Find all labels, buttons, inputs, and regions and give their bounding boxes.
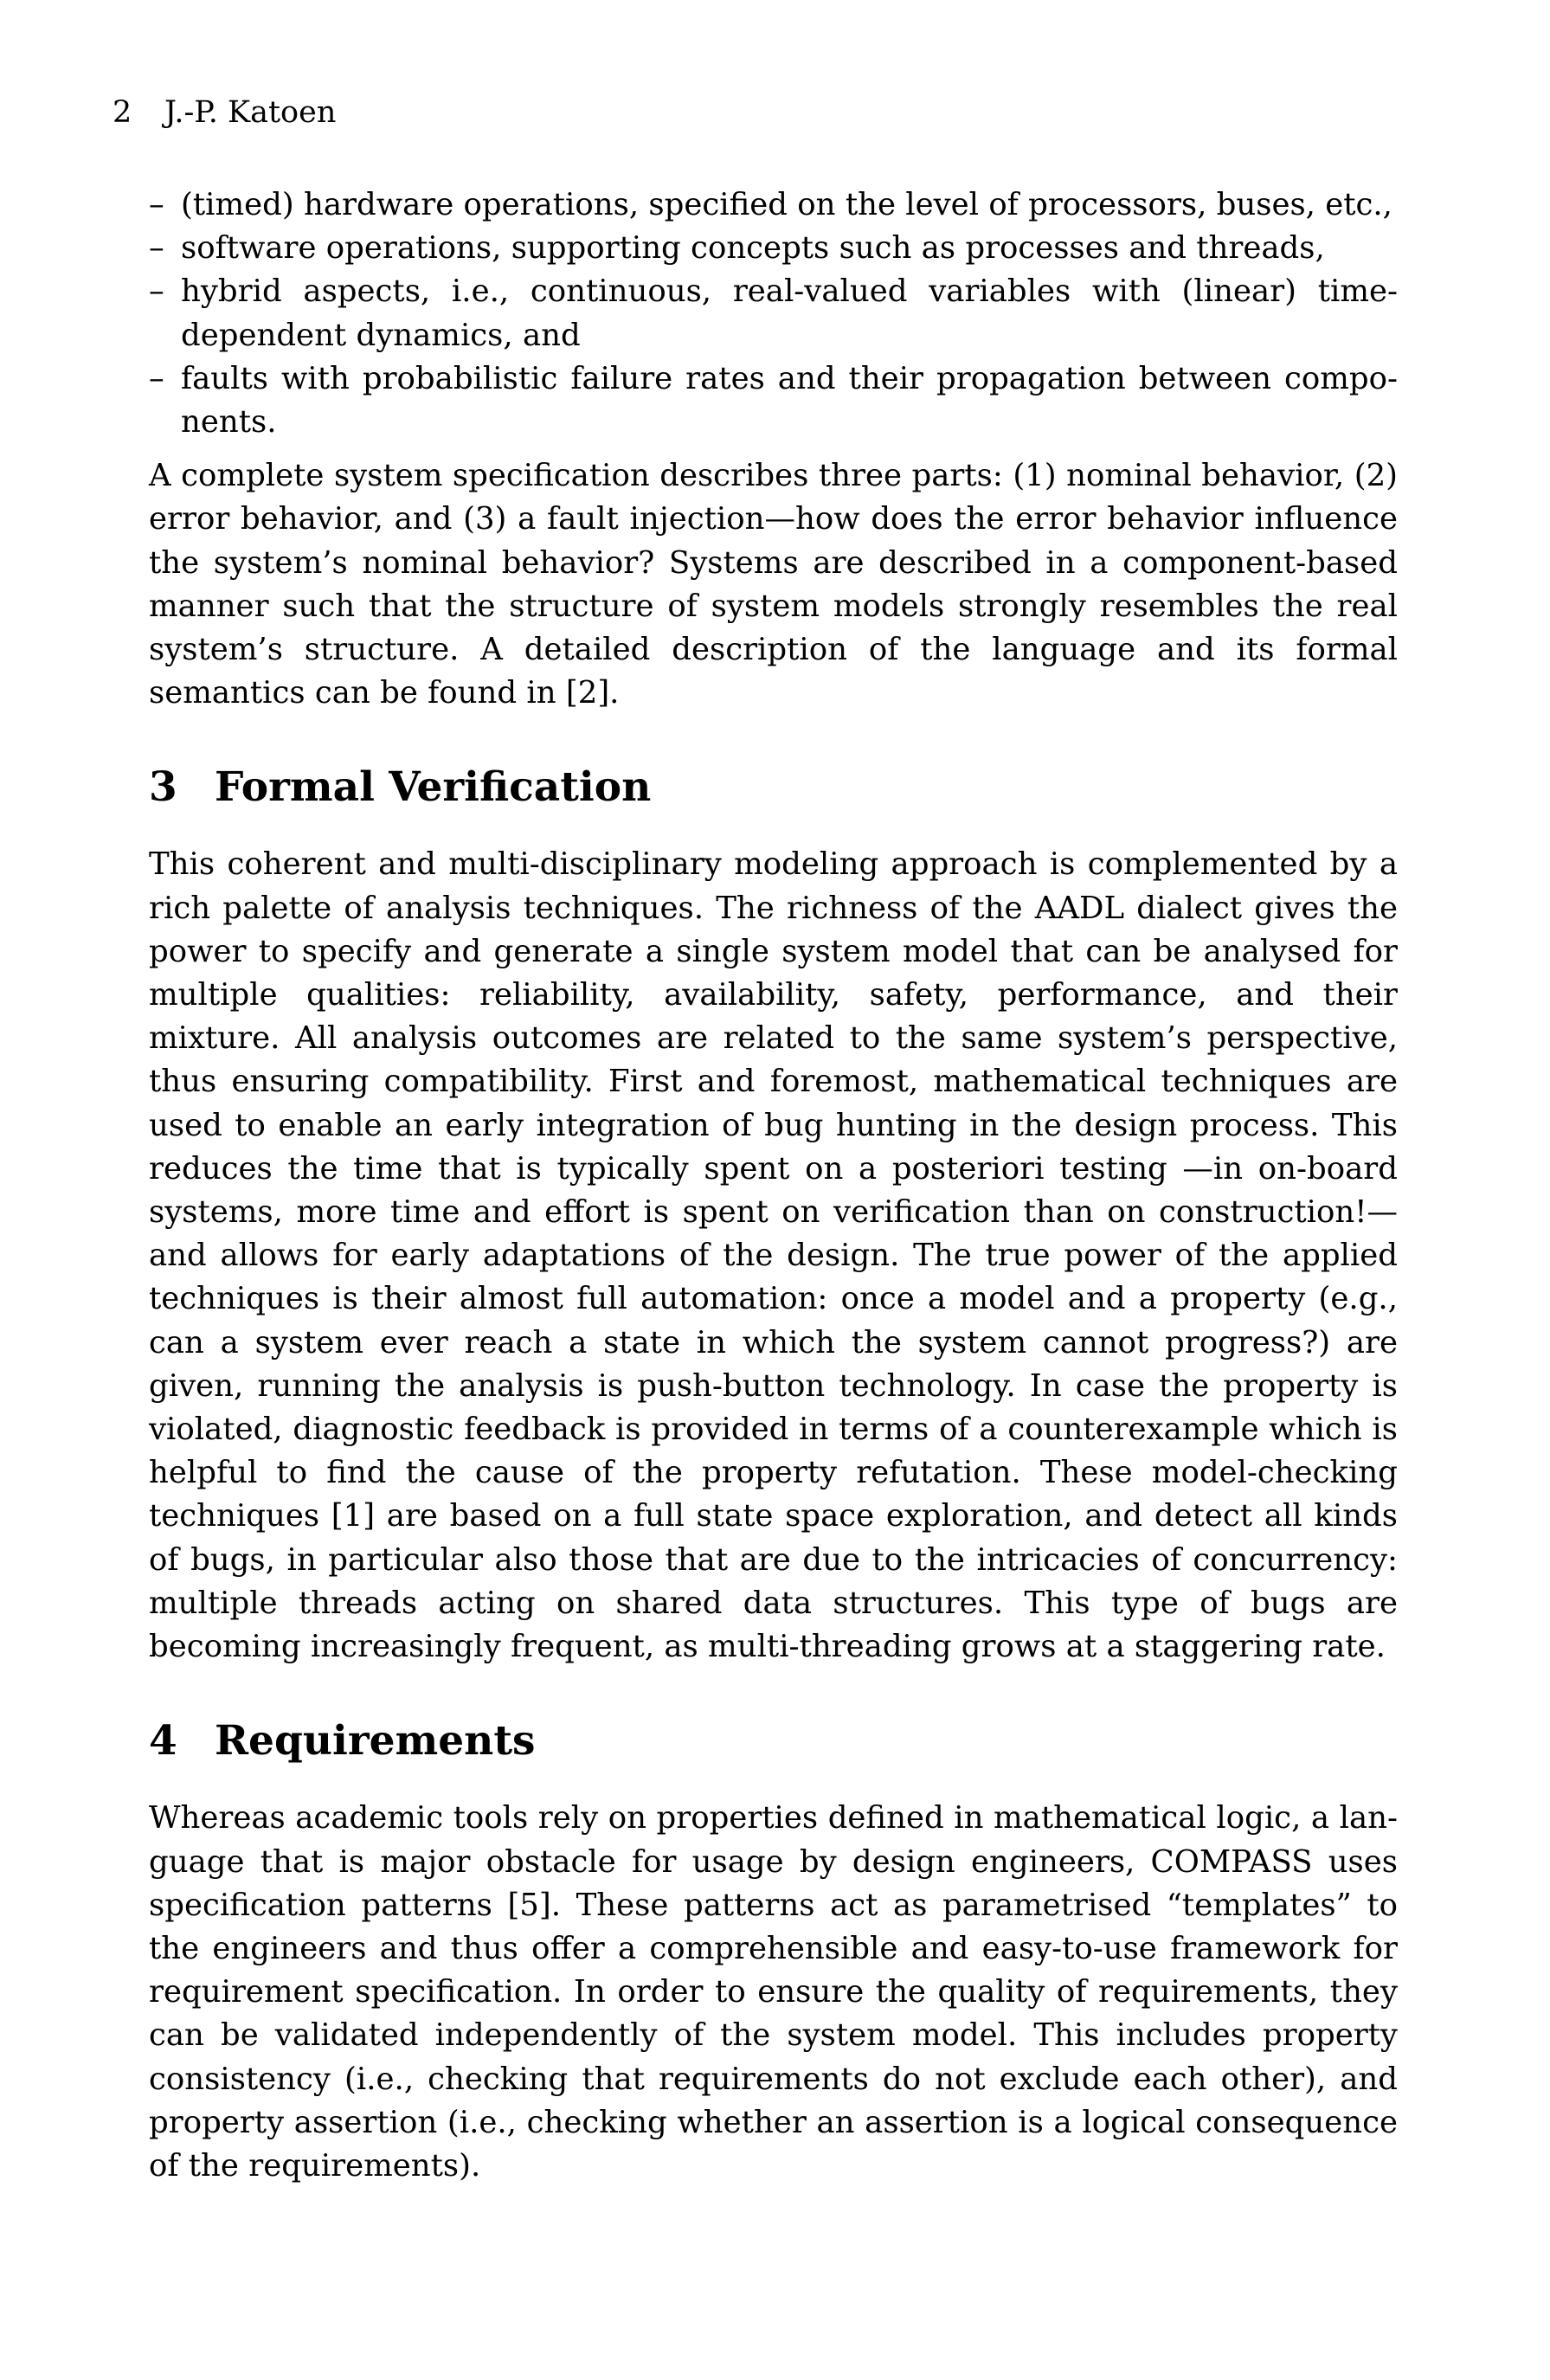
dash-bullet-icon: – [149, 230, 164, 267]
bullet-text: software operations, supporting concepts such as processes and threads, [181, 230, 1325, 267]
dash-bullet-icon: – [149, 187, 164, 222]
system-specification-paragraph: A complete system specification describes three parts: (1) nominal behavior, (2) error behavior, and (3) a fault injection—how does the error behavior influence the system’s nominal behavior? Systems are described in a component-based manner such that the structure of system models strongly resembles the real system’s structure. A detailed description of the language and its formal semantics can be found in [2]. [149, 458, 1398, 711]
running-head-author: J.-P. Katoen [164, 95, 337, 130]
requirements-paragraph: Whereas academic tools rely on properties defined in mathematical logic, a language that is major obstacle for usage by design engineers, COMPASS uses specification patterns [5]. These patterns act as parametrised “templates” to the engineers and thus offer a comprehensible and easy-to-use framework for requirement specification. In order to ensure the quality of requirements, they can be validated independently of the system model. This includes property consistency (i.e., checking that requirements do not exclude each other), and property assertion (i.e., checking whether an assertion is a logical consequence of the requirements). [149, 1800, 1398, 2184]
section-number: 3 [149, 763, 177, 812]
bullet-item-timed-hardware [149, 183, 1398, 227]
formal-verification-paragraph: This coherent and multi-disciplinary modeling approach is complemented by a rich palette of analysis techniques. The richness of the AADL dialect gives the power to specify and generate a single system model that can be analysed for multiple qualities: reliability, availability, safety, performance, and their mixture. All analysis outcomes are related to the same system’s perspective, thus ensuring compatibility. First and foremost, mathematical techniques are used to enable an early integration of bug hunting in the design process. This reduces the time that is typically spent on a posteriori testing —in on-board systems, more time and effort is spent on verification than on construction!— and allows for early adaptations of the design. The true power of the applied techniques is their almost full automation: once a model and a property (e.g., can a system ever reach a state in which the system cannot progress?) are given, running the analysis is push-button technology. In case the property is violated, diagnostic feedback is provided in terms of a counterexample which is helpful to find the cause of the property refutation. These model-checking techniques [1] are based on a full state space exploration, and detect all kinds of bugs, in particular also those that are due to the intricacies of concurrency: multiple threads acting on shared data structures. This type of bugs are becoming increasingly frequent, as multi-threading grows at a staggering rate. [149, 846, 1398, 1665]
bullet-item-software-operations [149, 227, 1398, 270]
section-number: 4 [149, 1717, 177, 1766]
section-heading-formal-verification [149, 762, 1398, 814]
bullet-text: hybrid aspects, i.e., continuous, real-valued variables with (linear) time-dependent dynamics, and [181, 273, 1398, 353]
dash-bullet-icon: – [149, 273, 164, 310]
section-title: Formal Verification [215, 763, 652, 812]
section-heading-requirements [149, 1715, 1398, 1767]
page-number: 2 [113, 95, 132, 130]
running-head [113, 93, 337, 132]
bullet-item-faults [149, 357, 1398, 444]
page-content [149, 183, 1398, 2188]
section-title: Requirements [215, 1717, 536, 1766]
dash-bullet-icon: – [149, 360, 164, 396]
bullet-text: faults with probabilistic failure rates and their propagation between components. [181, 360, 1398, 441]
bullet-text: (timed) hardware operations, specified on the level of processors, buses, etc., [181, 187, 1392, 222]
bullet-item-hybrid-aspects [149, 270, 1398, 357]
feature-bullet-list [149, 183, 1398, 444]
